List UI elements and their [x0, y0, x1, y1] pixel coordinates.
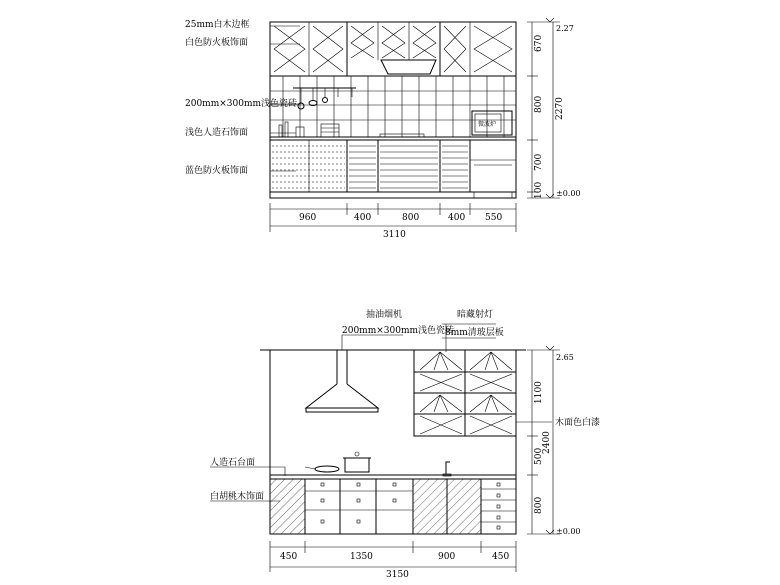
elevation-top — [185, 18, 581, 240]
dim-450b: 450 — [492, 552, 510, 562]
level-top-bottom: 2.65 — [556, 353, 574, 362]
range-hood — [306, 350, 378, 412]
dim-450a: 450 — [280, 552, 298, 562]
label-blue-fireboard: 蓝色防火板饰面 — [185, 166, 249, 176]
dim-700: 700 — [534, 153, 544, 171]
level-zero-top: ±0.00 — [556, 189, 581, 198]
dim-400a: 400 — [354, 213, 372, 223]
dim-500: 500 — [534, 447, 544, 465]
label-white-fireboard: 白色防火板饰面 — [185, 38, 249, 48]
dim-400b: 400 — [448, 213, 466, 223]
level-top: 2.27 — [556, 24, 574, 33]
dim-total-bottom: 3150 — [386, 570, 409, 580]
label-white-paint: 木面色白漆 — [555, 418, 601, 428]
dim-900: 900 — [438, 552, 456, 562]
glass-wall-cabinet — [414, 350, 516, 436]
label-hidden-spotlight: 暗藏射灯 — [457, 310, 494, 320]
base-cabinets — [270, 479, 516, 534]
label-glass-shelf: 8mm清玻层板 — [445, 328, 504, 338]
dim-800: 800 — [402, 213, 420, 223]
label-white-frame: 25mm白木边框 — [185, 20, 250, 30]
level-zero-bottom: ±0.00 — [556, 527, 581, 536]
dim-2270: 2270 — [555, 97, 565, 120]
dim-2400: 2400 — [542, 431, 552, 454]
label-walnut: 白胡桃木饰面 — [210, 492, 265, 502]
label-stone-countertop: 人造石台面 — [210, 458, 256, 468]
dim-800-right: 800 — [534, 95, 544, 113]
microwave-label: 微波炉 — [478, 121, 497, 128]
dim-1100: 1100 — [534, 381, 544, 404]
label-tile-bottom: 200mm×300mm浅色瓷砖 — [342, 326, 455, 336]
dim-670: 670 — [534, 34, 544, 52]
dim-100: 100 — [534, 181, 544, 199]
cookware — [305, 452, 451, 476]
dim-1350: 1350 — [350, 552, 373, 562]
label-stone: 浅色人造石饰面 — [185, 128, 249, 138]
wall-outline — [270, 22, 516, 198]
dim-550: 550 — [485, 213, 503, 223]
bottom-bottom-dimensions — [270, 541, 516, 572]
elevation-bottom — [210, 308, 600, 580]
lower-cabinets — [270, 140, 516, 198]
label-tile: 200mm×300mm浅色瓷砖 — [185, 99, 298, 109]
dim-960: 960 — [299, 213, 317, 223]
upper-cabinets — [270, 22, 516, 76]
dim-800-bottom: 800 — [534, 496, 544, 514]
countertop-bottom — [270, 475, 516, 479]
dim-total-top: 3110 — [383, 230, 406, 240]
label-range-hood: 抽油烟机 — [366, 310, 403, 320]
